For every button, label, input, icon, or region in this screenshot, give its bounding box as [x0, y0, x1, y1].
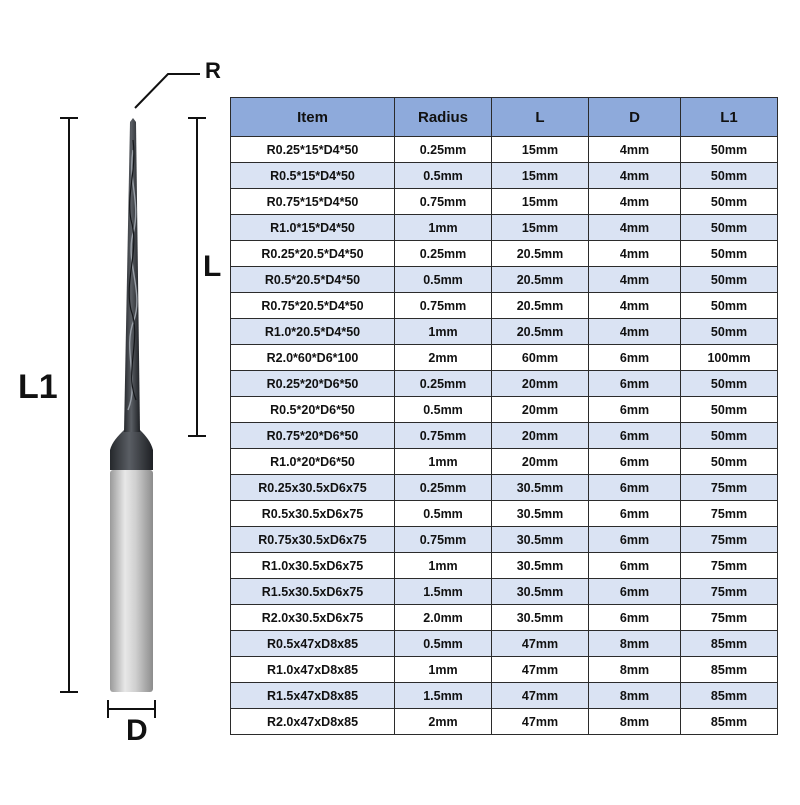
l-cell: 30.5mm: [492, 475, 589, 501]
l1-cell: 50mm: [681, 215, 778, 241]
d-cell: 6mm: [589, 449, 681, 475]
d-cell: 6mm: [589, 397, 681, 423]
radius-cell: 0.5mm: [395, 501, 492, 527]
radius-cell: 0.25mm: [395, 475, 492, 501]
d-cell: 6mm: [589, 527, 681, 553]
l1-cell: 85mm: [681, 683, 778, 709]
item-cell: R1.5x30.5xD6x75: [231, 579, 395, 605]
spec-table: [230, 97, 778, 735]
d-cell: 4mm: [589, 163, 681, 189]
end-mill-diagram: [0, 0, 230, 800]
table-row: [231, 631, 778, 657]
l1-cell: 85mm: [681, 657, 778, 683]
table-row: [231, 163, 778, 189]
l-cell: 20.5mm: [492, 319, 589, 345]
d-cell: 6mm: [589, 579, 681, 605]
table-row: [231, 475, 778, 501]
item-cell: R0.25*15*D4*50: [231, 137, 395, 163]
l1-cell: 75mm: [681, 475, 778, 501]
l1-cell: 50mm: [681, 423, 778, 449]
l1-cell: 50mm: [681, 163, 778, 189]
d-cell: 6mm: [589, 371, 681, 397]
item-cell: R2.0x30.5xD6x75: [231, 605, 395, 631]
table-body: [231, 137, 778, 735]
table-row: [231, 241, 778, 267]
table-row: [231, 215, 778, 241]
table-row: [231, 501, 778, 527]
radius-cell: 0.25mm: [395, 137, 492, 163]
item-cell: R0.5*20*D6*50: [231, 397, 395, 423]
l-cell: 20mm: [492, 371, 589, 397]
item-cell: R0.5*20.5*D4*50: [231, 267, 395, 293]
table-row: [231, 553, 778, 579]
item-cell: R1.0x47xD8x85: [231, 657, 395, 683]
radius-cell: 0.5mm: [395, 631, 492, 657]
r-leader-line: [135, 74, 200, 108]
l-cell: 47mm: [492, 683, 589, 709]
header-d: D: [589, 98, 681, 137]
d-cell: 4mm: [589, 267, 681, 293]
table-row: [231, 345, 778, 371]
tool-neck: [110, 430, 153, 470]
item-cell: R0.25*20*D6*50: [231, 371, 395, 397]
item-cell: R0.75*20.5*D4*50: [231, 293, 395, 319]
radius-cell: 0.75mm: [395, 293, 492, 319]
item-cell: R0.75x30.5xD6x75: [231, 527, 395, 553]
radius-cell: 1.5mm: [395, 683, 492, 709]
l1-cell: 85mm: [681, 709, 778, 735]
d-cell: 6mm: [589, 423, 681, 449]
l-cell: 20.5mm: [492, 241, 589, 267]
radius-cell: 0.75mm: [395, 527, 492, 553]
table-row: [231, 137, 778, 163]
header-radius: Radius: [395, 98, 492, 137]
l1-cell: 50mm: [681, 137, 778, 163]
d-cell: 6mm: [589, 553, 681, 579]
l-cell: 20.5mm: [492, 293, 589, 319]
l-cell: 30.5mm: [492, 553, 589, 579]
l-cell: 20mm: [492, 449, 589, 475]
table-row: [231, 579, 778, 605]
tool-shank: [110, 470, 153, 692]
d-cell: 8mm: [589, 683, 681, 709]
radius-cell: 0.5mm: [395, 163, 492, 189]
l-cell: 20mm: [492, 423, 589, 449]
l-cell: 47mm: [492, 631, 589, 657]
table-row: [231, 267, 778, 293]
d-cell: 4mm: [589, 137, 681, 163]
header-l1: L1: [681, 98, 778, 137]
l1-cell: 50mm: [681, 241, 778, 267]
d-cell: 8mm: [589, 709, 681, 735]
table-row: [231, 189, 778, 215]
table-row: [231, 657, 778, 683]
d-cell: 6mm: [589, 501, 681, 527]
table-row: [231, 371, 778, 397]
item-cell: R0.5x47xD8x85: [231, 631, 395, 657]
radius-cell: 1.5mm: [395, 579, 492, 605]
item-cell: R2.0*60*D6*100: [231, 345, 395, 371]
l-cell: 47mm: [492, 709, 589, 735]
table-row: [231, 709, 778, 735]
l-cell: 30.5mm: [492, 579, 589, 605]
radius-cell: 1mm: [395, 215, 492, 241]
l-cell: 15mm: [492, 163, 589, 189]
item-cell: R0.25x30.5xD6x75: [231, 475, 395, 501]
table-row: [231, 423, 778, 449]
radius-cell: 0.75mm: [395, 189, 492, 215]
l1-cell: 50mm: [681, 293, 778, 319]
l-cell: 30.5mm: [492, 527, 589, 553]
item-cell: R1.0*15*D4*50: [231, 215, 395, 241]
d-cell: 6mm: [589, 475, 681, 501]
l1-cell: 50mm: [681, 397, 778, 423]
d-cell: 4mm: [589, 215, 681, 241]
item-cell: R0.75*20*D6*50: [231, 423, 395, 449]
radius-cell: 2.0mm: [395, 605, 492, 631]
radius-cell: 0.25mm: [395, 371, 492, 397]
d-cell: 6mm: [589, 345, 681, 371]
flute-length-label: L: [203, 250, 222, 283]
table-row: [231, 683, 778, 709]
radius-cell: 1mm: [395, 319, 492, 345]
d-cell: 8mm: [589, 631, 681, 657]
item-cell: R1.0*20.5*D4*50: [231, 319, 395, 345]
l-cell: 20mm: [492, 397, 589, 423]
l-cell: 30.5mm: [492, 501, 589, 527]
table-row: [231, 605, 778, 631]
radius-label: R: [205, 58, 221, 83]
table-row: [231, 293, 778, 319]
l-cell: 15mm: [492, 189, 589, 215]
radius-cell: 2mm: [395, 345, 492, 371]
item-cell: R0.5x30.5xD6x75: [231, 501, 395, 527]
item-cell: R0.75*15*D4*50: [231, 189, 395, 215]
table-row: [231, 449, 778, 475]
d-cell: 6mm: [589, 605, 681, 631]
item-cell: R0.5*15*D4*50: [231, 163, 395, 189]
radius-cell: 0.25mm: [395, 241, 492, 267]
l1-cell: 50mm: [681, 449, 778, 475]
l-cell: 20.5mm: [492, 267, 589, 293]
l-cell: 15mm: [492, 215, 589, 241]
radius-cell: 0.75mm: [395, 423, 492, 449]
l1-cell: 75mm: [681, 605, 778, 631]
d-cell: 4mm: [589, 319, 681, 345]
l1-cell: 50mm: [681, 267, 778, 293]
radius-cell: 2mm: [395, 709, 492, 735]
overall-length-label: L1: [18, 368, 58, 406]
radius-cell: 1mm: [395, 553, 492, 579]
radius-cell: 0.5mm: [395, 267, 492, 293]
d-cell: 4mm: [589, 293, 681, 319]
l1-cell: 100mm: [681, 345, 778, 371]
l1-cell: 85mm: [681, 631, 778, 657]
l1-cell: 75mm: [681, 579, 778, 605]
d-cell: 8mm: [589, 657, 681, 683]
l1-cell: 50mm: [681, 319, 778, 345]
l1-cell: 50mm: [681, 189, 778, 215]
table-header-row: [231, 98, 778, 137]
radius-cell: 1mm: [395, 449, 492, 475]
item-cell: R1.0*20*D6*50: [231, 449, 395, 475]
d-cell: 4mm: [589, 189, 681, 215]
item-cell: R0.25*20.5*D4*50: [231, 241, 395, 267]
l-cell: 30.5mm: [492, 605, 589, 631]
l-cell: 15mm: [492, 137, 589, 163]
l1-cell: 75mm: [681, 553, 778, 579]
d-cell: 4mm: [589, 241, 681, 267]
l-cell: 47mm: [492, 657, 589, 683]
table-row: [231, 527, 778, 553]
radius-cell: 1mm: [395, 657, 492, 683]
table-row: [231, 319, 778, 345]
table-row: [231, 397, 778, 423]
l1-cell: 50mm: [681, 371, 778, 397]
item-cell: R1.0x30.5xD6x75: [231, 553, 395, 579]
header-item: Item: [231, 98, 395, 137]
item-cell: R2.0x47xD8x85: [231, 709, 395, 735]
diameter-label: D: [126, 714, 148, 747]
item-cell: R1.5x47xD8x85: [231, 683, 395, 709]
l-cell: 60mm: [492, 345, 589, 371]
l1-cell: 75mm: [681, 527, 778, 553]
radius-cell: 0.5mm: [395, 397, 492, 423]
header-l: L: [492, 98, 589, 137]
l1-cell: 75mm: [681, 501, 778, 527]
